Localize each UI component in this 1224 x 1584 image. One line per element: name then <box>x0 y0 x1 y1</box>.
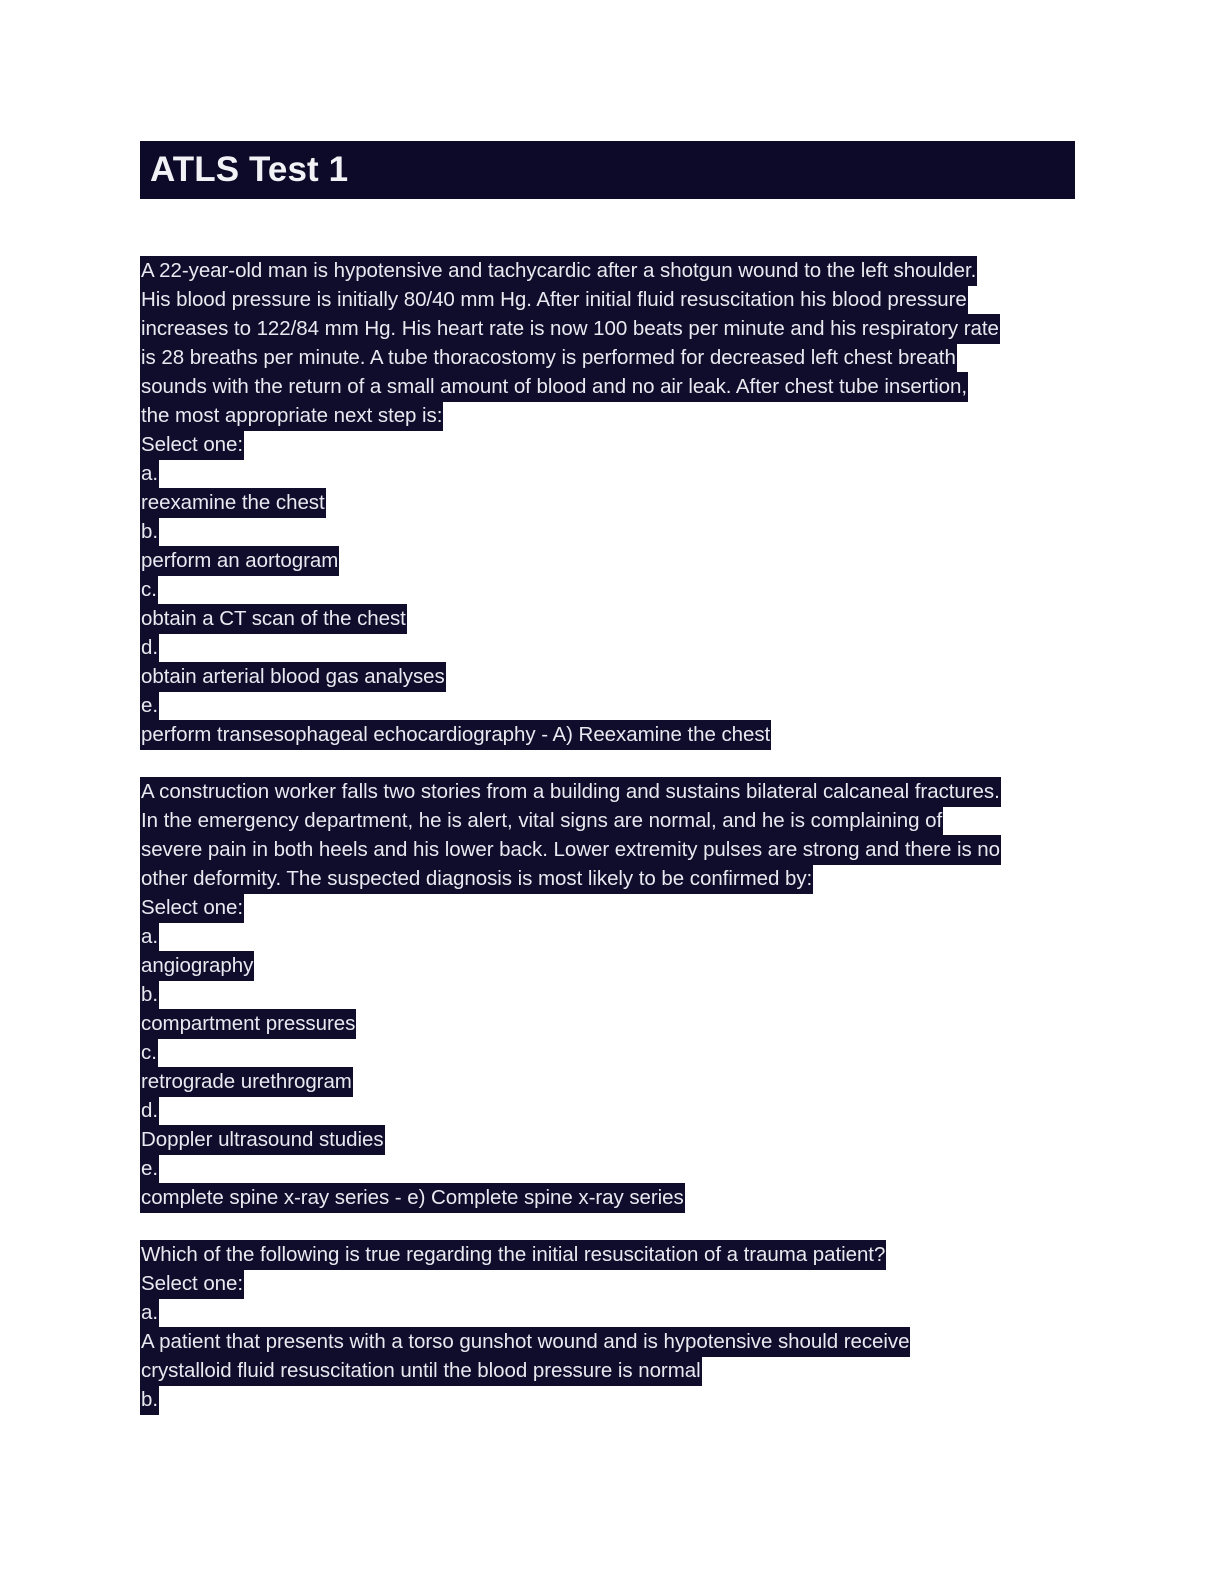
option-marker[interactable] <box>140 1298 1085 1327</box>
question-stem-line <box>140 835 1085 864</box>
option-marker-text: c. <box>140 1038 158 1068</box>
option-marker[interactable] <box>140 633 1085 662</box>
question-stem-line-text: increases to 122/84 mm Hg. His heart rate is now 100 beats per minute and his respiratory rate <box>140 314 1000 344</box>
option-label[interactable] <box>140 488 1085 517</box>
option-marker-text: a. <box>140 922 159 952</box>
option-marker-text: e. <box>140 1154 159 1184</box>
option-marker-text: d. <box>140 633 159 663</box>
option-label-text: compartment pressures <box>140 1009 356 1039</box>
option-label-text: Doppler ultrasound studies <box>140 1125 385 1155</box>
option-label-text: reexamine the chest <box>140 488 326 518</box>
question-stem-line-text: In the emergency department, he is alert, vital signs are normal, and he is complaining of <box>140 806 943 836</box>
option-label[interactable] <box>140 951 1085 980</box>
select-one-label-text: Select one: <box>140 1269 244 1299</box>
option-label-text: perform an aortogram <box>140 546 339 576</box>
question-block <box>140 1240 1085 1414</box>
option-marker-text: a. <box>140 1298 159 1328</box>
question-block <box>140 256 1085 749</box>
option-marker[interactable] <box>140 922 1085 951</box>
option-marker[interactable] <box>140 1096 1085 1125</box>
question-stem-line <box>140 777 1085 806</box>
questions-container <box>140 256 1085 1414</box>
option-label[interactable] <box>140 1327 1085 1356</box>
question-stem-line <box>140 401 1085 430</box>
option-label-text: crystalloid fluid resuscitation until the blood pressure is normal <box>140 1356 702 1386</box>
option-marker[interactable] <box>140 459 1085 488</box>
option-label[interactable] <box>140 720 1085 749</box>
option-label[interactable] <box>140 1183 1085 1212</box>
question-stem-line-text: sounds with the return of a small amount of blood and no air leak. After chest tube insertion, <box>140 372 968 402</box>
option-marker[interactable] <box>140 575 1085 604</box>
option-label-text: complete spine x-ray series - e) Complete spine x-ray series <box>140 1183 685 1213</box>
option-label-text: retrograde urethrogram <box>140 1067 353 1097</box>
question-stem-line <box>140 256 1085 285</box>
question-stem-line-text: severe pain in both heels and his lower back. Lower extremity pulses are strong and there is no <box>140 835 1001 865</box>
question-stem-line-text: A 22-year-old man is hypotensive and tachycardic after a shotgun wound to the left shoulder. <box>140 256 977 286</box>
question-stem-line-text: other deformity. The suspected diagnosis is most likely to be confirmed by: <box>140 864 813 894</box>
question-stem-line <box>140 285 1085 314</box>
option-marker[interactable] <box>140 517 1085 546</box>
document-body <box>140 256 1085 1414</box>
option-label[interactable] <box>140 662 1085 691</box>
select-one-label-text: Select one: <box>140 893 244 923</box>
question-stem-line <box>140 372 1085 401</box>
question-stem-line-text: is 28 breaths per minute. A tube thoracostomy is performed for decreased left chest breath <box>140 343 957 373</box>
option-marker[interactable] <box>140 980 1085 1009</box>
select-one-label <box>140 1269 1085 1298</box>
option-label[interactable] <box>140 1356 1085 1385</box>
question-stem-line <box>140 314 1085 343</box>
option-marker-text: c. <box>140 575 158 605</box>
question-block <box>140 777 1085 1212</box>
option-label[interactable] <box>140 1125 1085 1154</box>
option-label[interactable] <box>140 604 1085 633</box>
option-marker-text: b. <box>140 980 159 1010</box>
question-stem-line <box>140 343 1085 372</box>
question-stem-line-text: A construction worker falls two stories from a building and sustains bilateral calcaneal fractures. <box>140 777 1001 807</box>
option-marker[interactable] <box>140 1385 1085 1414</box>
select-one-label-text: Select one: <box>140 430 244 460</box>
option-marker-text: b. <box>140 517 159 547</box>
question-stem-line <box>140 806 1085 835</box>
option-marker-text: d. <box>140 1096 159 1126</box>
option-label[interactable] <box>140 546 1085 575</box>
option-marker-text: a. <box>140 459 159 489</box>
option-label[interactable] <box>140 1009 1085 1038</box>
question-stem-line <box>140 864 1085 893</box>
page-title: ATLS Test 1 <box>150 150 349 189</box>
option-label-text: perform transesophageal echocardiography - A) Reexamine the chest <box>140 720 771 750</box>
question-stem-line-text: the most appropriate next step is: <box>140 401 443 431</box>
question-stem-line <box>140 1240 1085 1269</box>
option-marker[interactable] <box>140 1154 1085 1183</box>
option-label-text: angiography <box>140 951 254 981</box>
option-label-text: A patient that presents with a torso gunshot wound and is hypotensive should receive <box>140 1327 910 1357</box>
option-label[interactable] <box>140 1067 1085 1096</box>
option-label-text: obtain a CT scan of the chest <box>140 604 407 634</box>
option-marker[interactable] <box>140 1038 1085 1067</box>
select-one-label <box>140 430 1085 459</box>
select-one-label <box>140 893 1085 922</box>
option-label-text: obtain arterial blood gas analyses <box>140 662 446 692</box>
option-marker-text: e. <box>140 691 159 721</box>
question-stem-line-text: Which of the following is true regarding the initial resuscitation of a trauma patient? <box>140 1240 886 1270</box>
document-title-banner <box>140 141 1075 199</box>
option-marker[interactable] <box>140 691 1085 720</box>
question-stem-line-text: His blood pressure is initially 80/40 mm Hg. After initial fluid resuscitation his blood pressure <box>140 285 968 315</box>
option-marker-text: b. <box>140 1385 159 1415</box>
